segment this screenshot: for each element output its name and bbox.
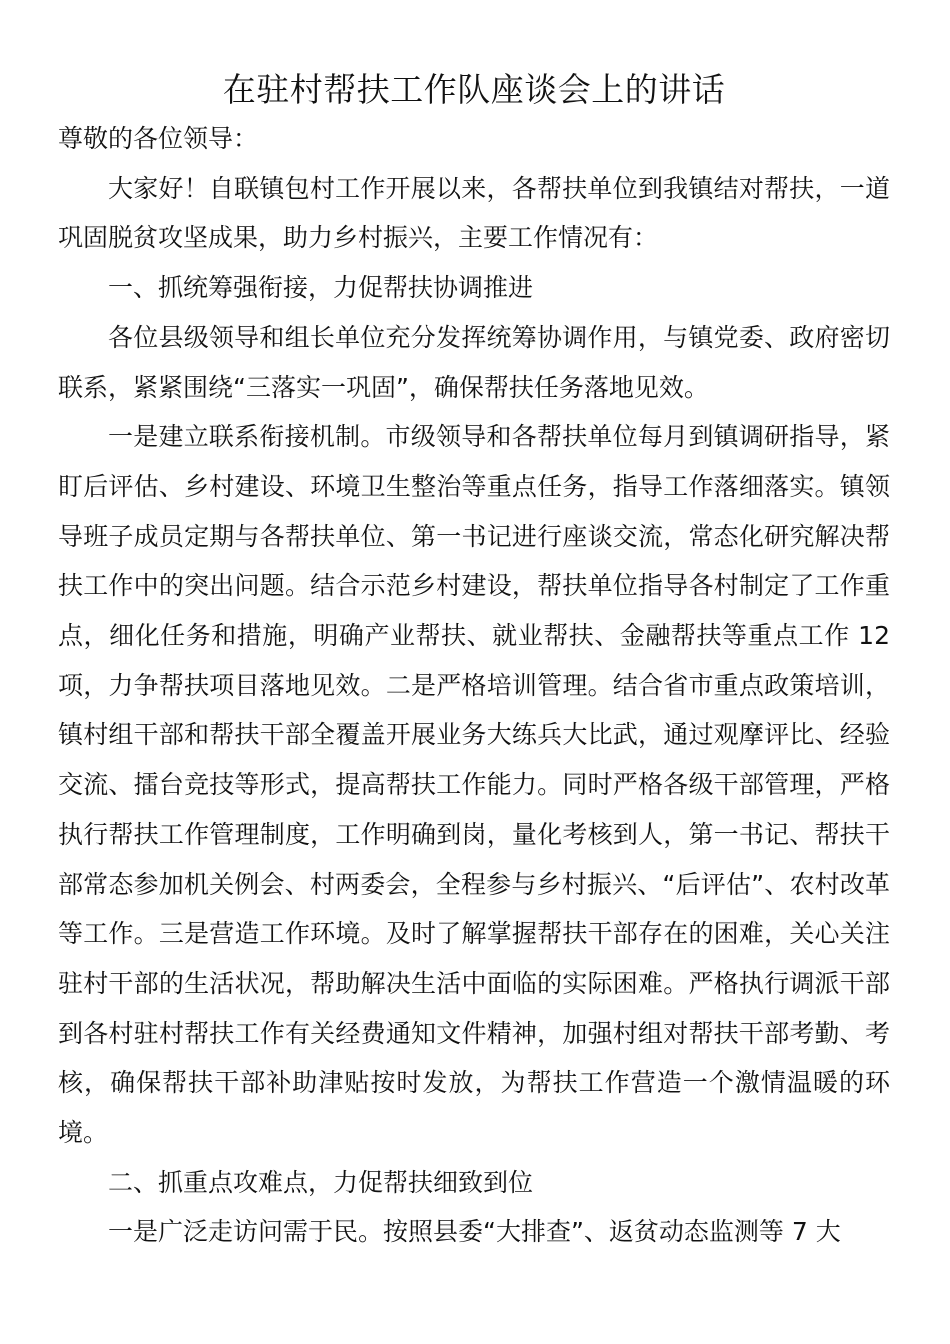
section-heading-1: 一、抓统筹强衔接，力促帮扶协调推进 (108, 273, 534, 303)
paragraph-greeting: 大家好！自联镇包村工作开展以来，各帮扶单位到我镇结对帮扶，一道巩固脱贫攻坚成果，助力乡村振兴，主要工作情况有： (58, 173, 890, 253)
document-page (58, 66, 890, 1257)
section-heading-2: 二、抓重点攻难点，力促帮扶细致到位 (108, 1167, 534, 1197)
paragraph-overview: 各位县级领导和组长单位充分发挥统筹协调作用，与镇党委、政府密切联系，紧紧围绕“三落实一巩固”，确保帮扶任务落地见效。 (58, 322, 890, 402)
paragraph-mechanisms: 一是建立联系衔接机制。市级领导和各帮扶单位每月到镇调研指导，紧盯后评估、乡村建设、环境卫生整治等重点任务，指导工作落细落实。镇领导班子成员定期与各帮扶单位、第一书记进行座谈交流，常态化研究解决帮扶工作中的突出问题。结合示范乡村建设，帮扶单位指导各村制定了工作重点，细化任务和措施，明确产业帮扶、就业帮扶、金融帮扶等重点工作 12 项，力争帮扶项目落地见效。二是严格培训管理。结合省市重点政策培训，镇村组干部和帮扶干部全覆盖开展业务大练兵大比武，通过观摩评比、经验交流、擂台竞技等形式，提高帮扶工作能力。同时严格各级干部管理，严格执行帮扶工作管理制度，工作明确到岗，量化考核到人，第一书记、帮扶干部常态参加机关例会、村两委会，全程参与乡村振兴、“后评估”、农村改革等工作。三是营造工作环境。及时了解掌握帮扶干部存在的困难，关心关注驻村干部的生活状况，帮助解决生活中面临的实际困难。严格执行调派干部到各村驻村帮扶工作有关经费通知文件精神，加强村组对帮扶干部考勤、考核，确保帮扶干部补助津贴按时发放，为帮扶工作营造一个激情温暖的环境。 (58, 422, 890, 1148)
document-title: 在驻村帮扶工作队座谈会上的讲话 (222, 70, 726, 109)
salutation: 尊敬的各位领导： (58, 124, 259, 153)
paragraph-visits: 一是广泛走访问需于民。按照县委“大排查”、返贫动态监测等 7 大 (108, 1217, 841, 1247)
